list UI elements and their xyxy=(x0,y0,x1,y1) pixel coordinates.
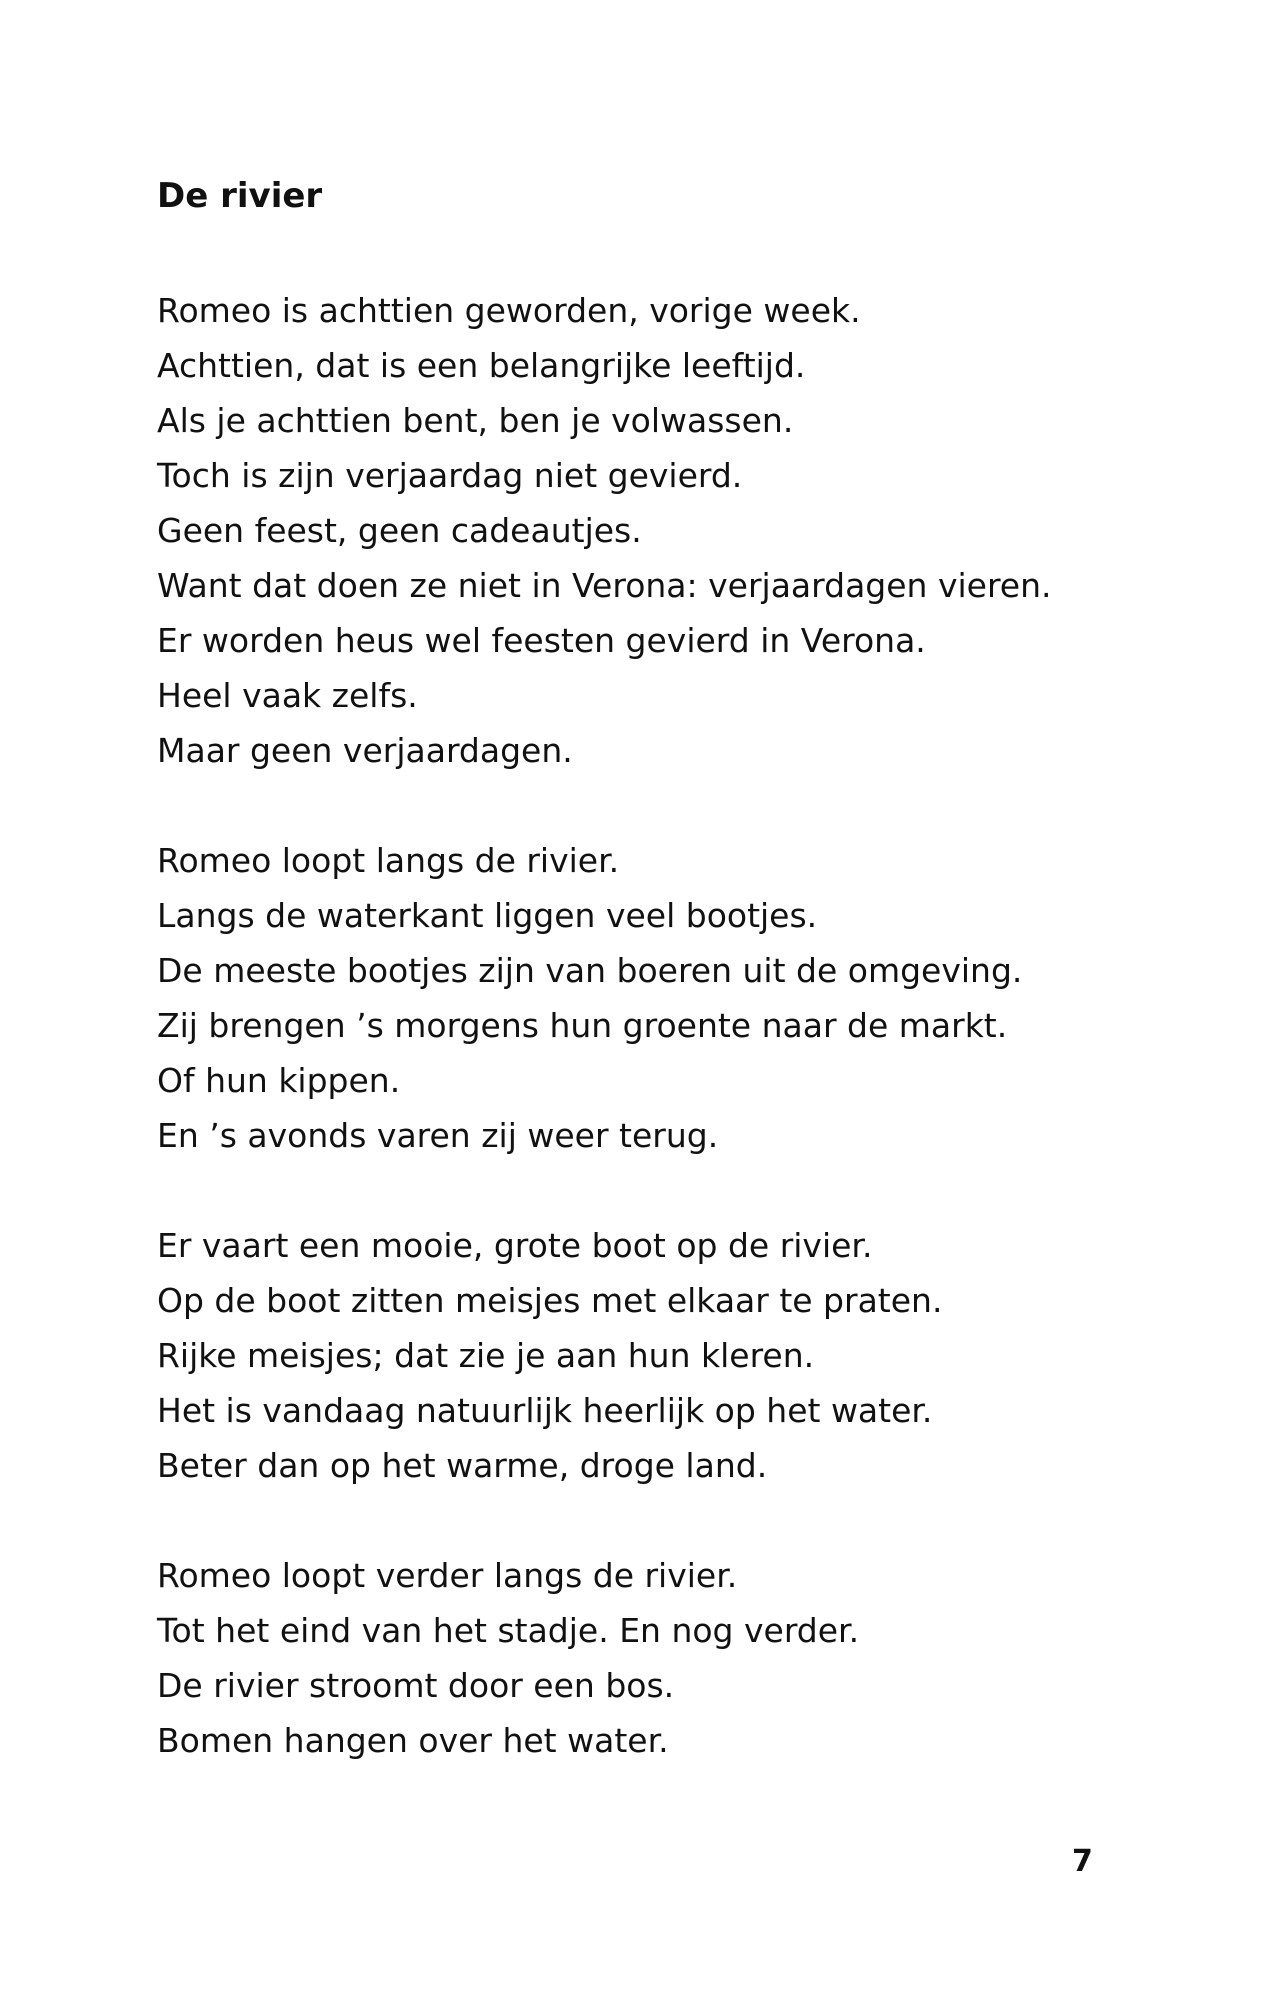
text-line: Op de boot zitten meisjes met elkaar te praten. xyxy=(157,1281,943,1320)
text-line: Geen feest, geen cadeautjes. xyxy=(157,511,642,550)
paragraph-1 xyxy=(157,283,1052,778)
text-line: De meeste bootjes zijn van boeren uit de omgeving. xyxy=(157,951,1023,990)
text-line: Zij brengen ’s morgens hun groente naar de markt. xyxy=(157,1006,1008,1045)
text-line: Er worden heus wel feesten gevierd in Verona. xyxy=(157,621,926,660)
paragraph-3 xyxy=(157,1218,942,1493)
text-line: Als je achttien bent, ben je volwassen. xyxy=(157,401,794,440)
text-line: Romeo loopt verder langs de rivier. xyxy=(157,1556,738,1595)
text-line: De rivier stroomt door een bos. xyxy=(157,1666,675,1705)
chapter-title: De rivier xyxy=(157,176,323,216)
text-line: Bomen hangen over het water. xyxy=(157,1721,669,1760)
text-line: Of hun kippen. xyxy=(157,1061,401,1100)
text-line: Romeo loopt langs de rivier. xyxy=(157,841,620,880)
text-line: Maar geen verjaardagen. xyxy=(157,731,573,770)
page-number: 7 xyxy=(1072,1844,1093,1879)
paragraph-4 xyxy=(157,1548,859,1768)
text-line: Toch is zijn verjaardag niet gevierd. xyxy=(157,456,743,495)
text-line: Er vaart een mooie, grote boot op de rivier. xyxy=(157,1226,873,1265)
text-line: Tot het eind van het stadje. En nog verder. xyxy=(157,1611,860,1650)
text-line: Rijke meisjes; dat zie je aan hun kleren. xyxy=(157,1336,815,1375)
text-line: Beter dan op het warme, droge land. xyxy=(157,1446,768,1485)
text-line: Langs de waterkant liggen veel bootjes. xyxy=(157,896,818,935)
text-line: En ’s avonds varen zij weer terug. xyxy=(157,1116,719,1155)
text-line: Het is vandaag natuurlijk heerlijk op het water. xyxy=(157,1391,933,1430)
text-line: Want dat doen ze niet in Verona: verjaardagen vieren. xyxy=(157,566,1052,605)
paragraph-2 xyxy=(157,833,1022,1163)
text-line: Romeo is achttien geworden, vorige week. xyxy=(157,291,861,330)
text-line: Achttien, dat is een belangrijke leeftijd. xyxy=(157,346,806,385)
text-line: Heel vaak zelfs. xyxy=(157,676,418,715)
